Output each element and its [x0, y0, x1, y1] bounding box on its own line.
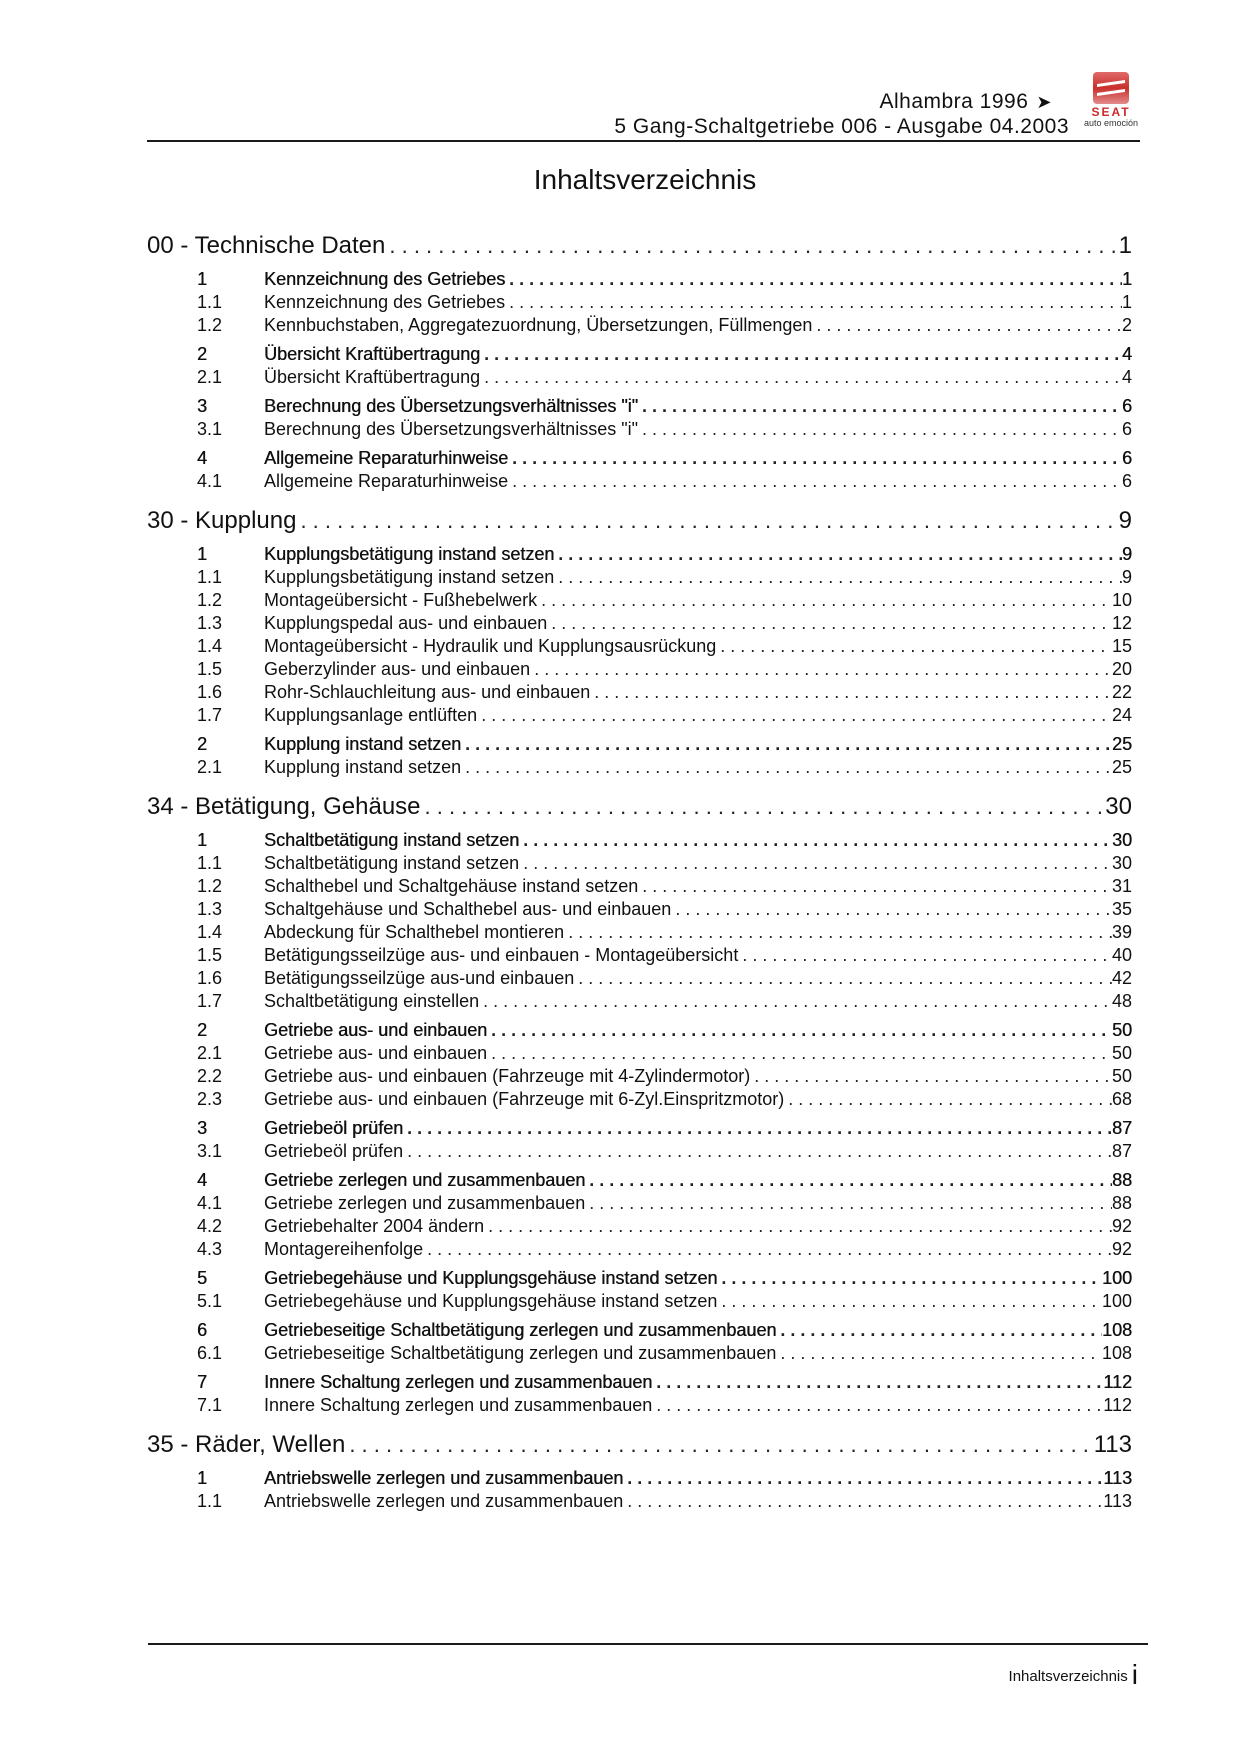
toc-subsection[interactable]: [147, 967, 1132, 990]
leader-dots: [780, 1342, 1102, 1365]
toc-section-number: 1.5: [197, 659, 223, 679]
toc-section-number: 1.2: [197, 315, 223, 335]
toc-section-number: 4.1: [197, 471, 223, 491]
toc-section[interactable]: [147, 1371, 1132, 1394]
toc-section-number: 7.1: [197, 1395, 223, 1415]
toc-page-number: 100: [1101, 1291, 1132, 1311]
toc-page-number: 92: [1111, 1239, 1132, 1259]
toc-section[interactable]: [147, 733, 1132, 756]
toc-section-title: Montagereihenfolge: [264, 1239, 424, 1259]
toc-section-title: Allgemeine Reparaturhinweise: [264, 471, 509, 491]
toc-section-title: Kupplung instand setzen: [264, 757, 462, 777]
leader-dots: [407, 1140, 1112, 1163]
toc-section-number: 6.1: [197, 1343, 223, 1363]
toc-page-number: 1: [1121, 292, 1132, 312]
toc-page-number: 112: [1103, 1372, 1132, 1392]
toc-section-title: Getriebehalter 2004 ändern: [264, 1216, 485, 1236]
toc-section-number: 1.2: [197, 590, 223, 610]
toc-subsection[interactable]: [147, 704, 1132, 727]
toc-section-number: 3: [197, 1118, 208, 1138]
toc-section-number: 3.1: [197, 419, 223, 439]
toc-section-title: Innere Schaltung zerlegen und zusammenbauen: [264, 1372, 653, 1392]
toc-page-number: 15: [1111, 636, 1132, 656]
toc-page-number: 1: [1118, 232, 1132, 259]
footer-section-name: Inhaltsverzeichnis: [1008, 1668, 1128, 1685]
toc-section-title: Montageübersicht - Fußhebelwerk: [264, 590, 538, 610]
toc-section-title: Schaltbetätigung instand setzen: [264, 853, 520, 873]
toc-page-number: 50: [1111, 1043, 1132, 1063]
toc-page-number: 108: [1101, 1343, 1132, 1363]
toc-section-number: 4.2: [197, 1216, 223, 1236]
toc-page-number: 39: [1111, 922, 1132, 942]
toc-section-number: 7: [197, 1372, 208, 1392]
toc-page-number: 50: [1111, 1066, 1132, 1086]
toc-section-number: 1.6: [197, 682, 223, 702]
leader-dots: [488, 1215, 1112, 1238]
toc-subsection[interactable]: [147, 1192, 1132, 1215]
toc-subsection[interactable]: [147, 1140, 1132, 1163]
toc-section-number: 5.1: [197, 1291, 223, 1311]
toc-section-number: 1.1: [197, 292, 223, 312]
toc-section-number: 3.1: [197, 1141, 223, 1161]
toc-subsection[interactable]: [147, 635, 1132, 658]
toc-section-number: 2.1: [197, 367, 223, 387]
toc-page-number: 113: [1103, 1491, 1132, 1511]
toc-page-number: 24: [1111, 705, 1132, 725]
toc-section-title: Getriebe aus- und einbauen (Fahrzeuge mit 4-Zylindermotor): [264, 1066, 751, 1086]
toc-section[interactable]: [147, 343, 1132, 366]
logo-brand: SEAT: [1091, 105, 1131, 119]
page-header: [147, 82, 1140, 142]
toc-section[interactable]: [147, 1117, 1132, 1140]
toc-section-number: 1: [197, 544, 208, 564]
toc-subsection[interactable]: [147, 1290, 1132, 1313]
toc-page-number: 30: [1111, 853, 1132, 873]
leader-dots: [816, 314, 1122, 337]
toc-page-number: 6: [1121, 471, 1132, 491]
page-footer: [148, 1643, 1148, 1690]
toc-section[interactable]: [147, 395, 1132, 418]
seat-logo: [1074, 72, 1148, 134]
leader-dots: [656, 1394, 1103, 1417]
toc-page-number: 12: [1111, 613, 1132, 633]
leader-dots: [720, 635, 1112, 658]
toc-section-number: 2.3: [197, 1089, 223, 1109]
leader-dots: [589, 1192, 1112, 1215]
toc-section-number: 2: [197, 1020, 208, 1040]
leader-dots: [407, 1117, 1112, 1140]
toc-subsection[interactable]: [147, 1342, 1132, 1365]
toc-section-number: 1.3: [197, 899, 223, 919]
header-divider: [147, 140, 1140, 142]
leader-dots: [523, 852, 1112, 875]
toc-page-number: 9: [1121, 567, 1132, 587]
toc-section-title: Rohr-Schlauchleitung aus- und einbauen: [264, 682, 591, 702]
leader-dots: [425, 794, 1106, 820]
toc-section-title: Geberzylinder aus- und einbauen: [264, 659, 531, 679]
toc-chapter-title: 00 - Technische Daten: [147, 232, 386, 259]
toc-subsection[interactable]: [147, 944, 1132, 967]
toc-section-number: 4.1: [197, 1193, 223, 1213]
leader-dots: [642, 875, 1112, 898]
toc-page-number: 22: [1111, 682, 1132, 702]
toc-section-number: 1.7: [197, 991, 223, 1011]
leader-dots: [742, 944, 1112, 967]
toc-section-number: 2: [197, 344, 208, 364]
toc-section-title: Kupplungsanlage entlüften: [264, 705, 478, 725]
leader-dots: [300, 508, 1118, 534]
toc-page-number: 31: [1111, 876, 1132, 896]
toc-section-title: Getriebeseitige Schaltbetätigung zerlegen und zusammenbauen: [264, 1320, 777, 1340]
toc-section-number: 2.2: [197, 1066, 223, 1086]
leader-dots: [465, 733, 1112, 756]
toc-section[interactable]: [147, 1467, 1132, 1490]
toc-section-title: Kennbuchstaben, Aggregatezuordnung, Übersetzungen, Füllmengen: [264, 315, 813, 335]
toc-section-title: Getriebe zerlegen und zusammenbauen: [264, 1170, 586, 1190]
leader-dots: [541, 589, 1112, 612]
toc-page-number: 6: [1121, 419, 1132, 439]
toc-section-number: 1.1: [197, 567, 223, 587]
toc-section-title: Berechnung des Übersetzungsverhältnisses "i": [264, 419, 638, 439]
toc-section-number: 1.3: [197, 613, 223, 633]
leader-dots: [675, 898, 1112, 921]
toc-section-number: 1: [197, 1468, 208, 1488]
leader-dots: [512, 470, 1122, 493]
leader-dots: [349, 1432, 1093, 1458]
toc-section[interactable]: [147, 268, 1132, 291]
toc-section-title: Getriebegehäuse und Kupplungsgehäuse instand setzen: [264, 1291, 718, 1311]
header-model: [879, 90, 1052, 114]
toc-section-title: Getriebe aus- und einbauen (Fahrzeuge mit 6-Zyl.Einspritzmotor): [264, 1089, 785, 1109]
leader-dots: [509, 291, 1122, 314]
toc-page-number: 87: [1111, 1118, 1132, 1138]
leader-dots: [465, 756, 1112, 779]
toc-section-title: Schalthebel und Schaltgehäuse instand setzen: [264, 876, 639, 896]
toc-subsection[interactable]: [147, 1065, 1132, 1088]
toc-section-number: 4.3: [197, 1239, 223, 1259]
toc-page-number: 2: [1121, 315, 1132, 335]
toc-subsection[interactable]: [147, 681, 1132, 704]
toc-section-title: Schaltbetätigung einstellen: [264, 991, 480, 1011]
toc-section-title: Getriebe zerlegen und zusammenbauen: [264, 1193, 586, 1213]
toc-subsection[interactable]: [147, 566, 1132, 589]
toc-section-title: Betätigungsseilzüge aus-und einbauen: [264, 968, 575, 988]
leader-dots: [551, 612, 1112, 635]
toc-section-title: Getriebe aus- und einbauen: [264, 1020, 488, 1040]
toc-section-title: Kupplungsbetätigung instand setzen: [264, 567, 555, 587]
leader-dots: [427, 1238, 1112, 1261]
header-model-text: Alhambra 1996: [879, 90, 1029, 113]
toc-section-number: 1.5: [197, 945, 223, 965]
leader-dots: [754, 1065, 1112, 1088]
toc-chapter[interactable]: [147, 232, 1132, 262]
toc-section[interactable]: [147, 543, 1132, 566]
toc-subsection[interactable]: [147, 921, 1132, 944]
toc-section[interactable]: [147, 1169, 1132, 1192]
leader-dots: [558, 543, 1122, 566]
toc-page-number: 68: [1111, 1089, 1132, 1109]
toc-section-title: Getriebe aus- und einbauen: [264, 1043, 488, 1063]
toc-section-number: 1: [197, 269, 208, 289]
toc-page-number: 40: [1111, 945, 1132, 965]
toc-page-number: 42: [1111, 968, 1132, 988]
toc-subsection[interactable]: [147, 658, 1132, 681]
toc-subsection[interactable]: [147, 1215, 1132, 1238]
toc-section-title: Schaltgehäuse und Schalthebel aus- und einbauen: [264, 899, 672, 919]
toc-subsection[interactable]: [147, 291, 1132, 314]
toc-section[interactable]: [147, 1267, 1132, 1290]
toc-page-number: 113: [1093, 1431, 1132, 1458]
toc-page-number: 25: [1111, 734, 1132, 754]
toc-subsection[interactable]: [147, 990, 1132, 1013]
logo-tagline: auto emoción: [1083, 118, 1139, 128]
toc-section-number: 2.1: [197, 1043, 223, 1063]
toc-section-number: 3: [197, 396, 208, 416]
leader-dots: [484, 366, 1122, 389]
toc-page-number: 48: [1111, 991, 1132, 1011]
leader-dots: [589, 1169, 1112, 1192]
toc-section-title: Allgemeine Reparaturhinweise: [264, 448, 509, 468]
toc-section-title: Betätigungsseilzüge aus- und einbauen - Montageübersicht: [264, 945, 739, 965]
toc-subsection[interactable]: [147, 589, 1132, 612]
toc-chapter-title: 34 - Betätigung, Gehäuse: [147, 793, 421, 820]
leader-dots: [721, 1267, 1102, 1290]
toc-section-title: Übersicht Kraftübertragung: [264, 367, 481, 387]
leader-dots: [721, 1290, 1102, 1313]
footer-page-number: i: [1131, 1659, 1138, 1690]
toc-section-title: Getriebeseitige Schaltbetätigung zerlegen und zusammenbauen: [264, 1343, 777, 1363]
toc-section-title: Übersicht Kraftübertragung: [264, 344, 481, 364]
footer-divider: [148, 1643, 1148, 1645]
toc-page-number: 1: [1121, 269, 1132, 289]
leader-dots: [491, 1042, 1112, 1065]
toc-section-title: Kennzeichnung des Getriebes: [264, 269, 506, 289]
toc-section-number: 2.1: [197, 757, 223, 777]
toc-section-title: Antriebswelle zerlegen und zusammenbauen: [264, 1491, 624, 1511]
leader-dots: [484, 343, 1122, 366]
toc-page-number: 6: [1121, 448, 1132, 468]
toc-section-number: 1.7: [197, 705, 223, 725]
leader-dots: [578, 967, 1112, 990]
leader-dots: [512, 447, 1122, 470]
toc-section-title: Kupplungspedal aus- und einbauen: [264, 613, 548, 633]
toc-chapter-title: 35 - Räder, Wellen: [147, 1431, 346, 1458]
toc-section-number: 4: [197, 448, 208, 468]
leader-dots: [627, 1490, 1103, 1513]
toc-subsection[interactable]: [147, 898, 1132, 921]
toc-section[interactable]: [147, 829, 1132, 852]
leader-dots: [780, 1319, 1102, 1342]
toc-section-title: Innere Schaltung zerlegen und zusammenbauen: [264, 1395, 653, 1415]
toc-section-number: 2: [197, 734, 208, 754]
toc-section[interactable]: [147, 447, 1132, 470]
toc-page-number: 25: [1111, 757, 1132, 777]
leader-dots: [656, 1371, 1103, 1394]
toc-section-title: Getriebeöl prüfen: [264, 1141, 404, 1161]
toc-page-number: 4: [1121, 367, 1132, 387]
toc-subsection[interactable]: [147, 1490, 1132, 1513]
toc-section[interactable]: [147, 1019, 1132, 1042]
toc-page-number: 30: [1105, 793, 1132, 820]
toc-section-number: 1.6: [197, 968, 223, 988]
toc-page-number: 92: [1111, 1216, 1132, 1236]
toc-page-number: 20: [1111, 659, 1132, 679]
toc-page-number: 113: [1103, 1468, 1132, 1488]
toc-page-number: 100: [1101, 1268, 1132, 1288]
table-of-contents: [147, 232, 1132, 1513]
toc-section-title: Getriebegehäuse und Kupplungsgehäuse instand setzen: [264, 1268, 718, 1288]
toc-subsection[interactable]: [147, 470, 1132, 493]
toc-subsection[interactable]: [147, 314, 1132, 337]
toc-section-number: 5: [197, 1268, 208, 1288]
toc-section-title: Abdeckung für Schalthebel montieren: [264, 922, 565, 942]
toc-section-number: 1.1: [197, 1491, 223, 1511]
toc-section-title: Berechnung des Übersetzungsverhältnisses "i": [264, 396, 638, 416]
leader-dots: [594, 681, 1112, 704]
toc-chapter[interactable]: [147, 793, 1132, 823]
toc-page-number: 30: [1111, 830, 1132, 850]
leader-dots: [568, 921, 1112, 944]
toc-page-number: 4: [1121, 344, 1132, 364]
arrow-right-icon: ➤: [1036, 92, 1052, 112]
footer-label: [1009, 1659, 1138, 1691]
toc-section-number: 1.1: [197, 853, 223, 873]
leader-dots: [483, 990, 1112, 1013]
toc-subsection[interactable]: [147, 418, 1132, 441]
toc-section-number: 1.2: [197, 876, 223, 896]
toc-subsection[interactable]: [147, 366, 1132, 389]
toc-section-number: 4: [197, 1170, 208, 1190]
toc-section-title: Montageübersicht - Hydraulik und Kupplungsausrückung: [264, 636, 717, 656]
toc-section-title: Kupplung instand setzen: [264, 734, 462, 754]
toc-subsection[interactable]: [147, 1042, 1132, 1065]
leader-dots: [491, 1019, 1112, 1042]
toc-subsection[interactable]: [147, 852, 1132, 875]
toc-section-title: Kupplungsbetätigung instand setzen: [264, 544, 555, 564]
toc-page-number: 50: [1111, 1020, 1132, 1040]
header-subtitle: 5 Gang-Schaltgetriebe 006 - Ausgabe 04.2003: [614, 115, 1069, 138]
toc-page-number: 88: [1111, 1170, 1132, 1190]
leader-dots: [558, 566, 1122, 589]
toc-page-number: 9: [1118, 507, 1132, 534]
toc-subsection[interactable]: [147, 1394, 1132, 1417]
toc-page-number: 9: [1121, 544, 1132, 564]
toc-subsection[interactable]: [147, 756, 1132, 779]
leader-dots: [788, 1088, 1112, 1111]
toc-section-number: 1.4: [197, 636, 223, 656]
leader-dots: [627, 1467, 1103, 1490]
leader-dots: [642, 418, 1122, 441]
toc-chapter-title: 30 - Kupplung: [147, 507, 297, 534]
leader-dots: [523, 829, 1112, 852]
toc-section[interactable]: [147, 1319, 1132, 1342]
leader-dots: [389, 233, 1118, 259]
toc-section-title: Antriebswelle zerlegen und zusammenbauen: [264, 1468, 624, 1488]
leader-dots: [534, 658, 1112, 681]
toc-page-number: 88: [1111, 1193, 1132, 1213]
leader-dots: [509, 268, 1122, 291]
toc-section-title: Getriebeöl prüfen: [264, 1118, 404, 1138]
toc-section-number: 1: [197, 830, 208, 850]
leader-dots: [642, 395, 1122, 418]
toc-section-title: Schaltbetätigung instand setzen: [264, 830, 520, 850]
toc-section-number: 1.4: [197, 922, 223, 942]
toc-page-number: 10: [1111, 590, 1132, 610]
toc-page-number: 108: [1101, 1320, 1132, 1340]
toc-page-number: 35: [1111, 899, 1132, 919]
toc-chapter[interactable]: [147, 507, 1132, 537]
toc-subsection[interactable]: [147, 612, 1132, 635]
toc-subsection[interactable]: [147, 1088, 1132, 1111]
page-title: Inhaltsverzeichnis: [533, 164, 757, 195]
toc-page-number: 87: [1111, 1141, 1132, 1161]
toc-subsection[interactable]: [147, 1238, 1132, 1261]
toc-chapter[interactable]: [147, 1431, 1132, 1461]
toc-page-number: 112: [1103, 1395, 1132, 1415]
toc-page-number: 6: [1121, 396, 1132, 416]
toc-subsection[interactable]: [147, 875, 1132, 898]
seat-emblem-icon: [1093, 72, 1129, 104]
toc-section-number: 6: [197, 1320, 208, 1340]
leader-dots: [481, 704, 1112, 727]
toc-section-title: Kennzeichnung des Getriebes: [264, 292, 506, 312]
